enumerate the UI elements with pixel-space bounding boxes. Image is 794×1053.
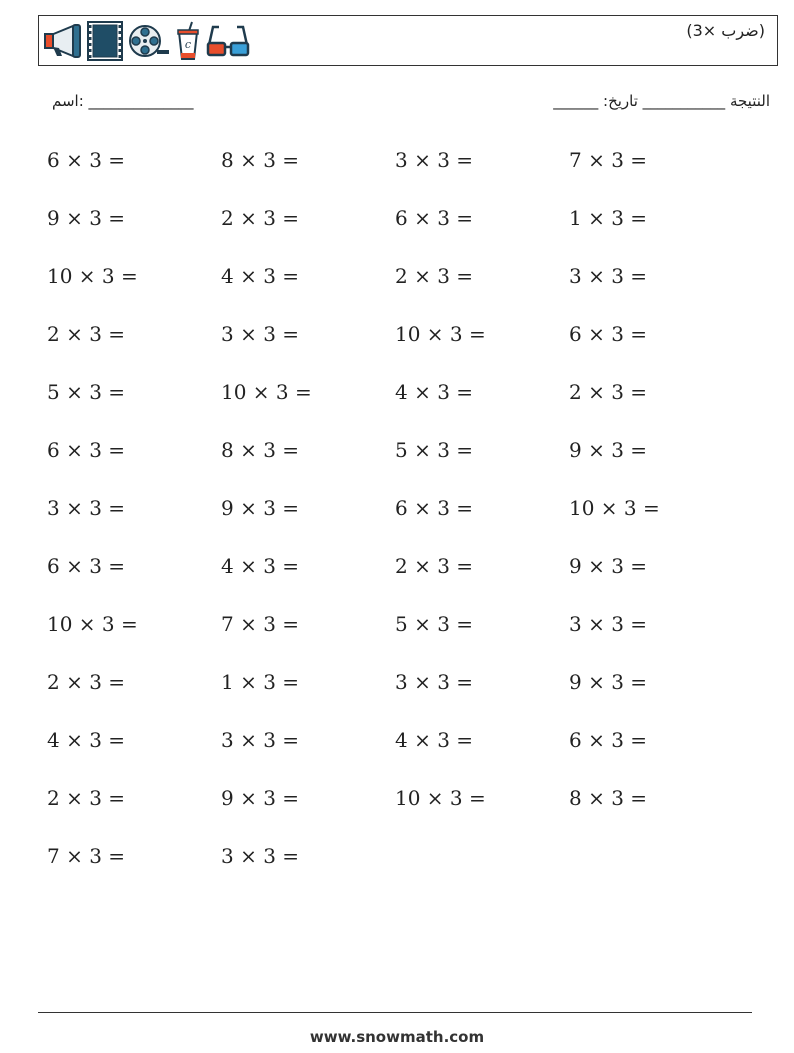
worksheet-title: (ضرب ×3) xyxy=(686,21,765,40)
problem-item: 5 × 3 = xyxy=(395,438,474,462)
problem-item: 4 × 3 = xyxy=(221,554,300,578)
problem-item: 3 × 3 = xyxy=(569,264,648,288)
name-field: اسم: ______________ xyxy=(52,92,194,110)
problem-item: 4 × 3 = xyxy=(395,728,474,752)
header-icons xyxy=(43,20,251,62)
problem-item: 6 × 3 = xyxy=(47,554,126,578)
problem-grid xyxy=(47,145,743,899)
problem-item: 3 × 3 = xyxy=(221,844,300,868)
problem-item: 3 × 3 = xyxy=(569,612,648,636)
footer-divider xyxy=(38,1012,752,1013)
problem-item: 2 × 3 = xyxy=(47,670,126,694)
problem-item: 9 × 3 = xyxy=(569,554,648,578)
problem-item: 10 × 3 = xyxy=(569,496,660,520)
problem-item: 6 × 3 = xyxy=(395,206,474,230)
problem-item: 8 × 3 = xyxy=(569,786,648,810)
problem-item: 10 × 3 = xyxy=(221,380,312,404)
problem-item: 2 × 3 = xyxy=(47,322,126,346)
problem-item: 3 × 3 = xyxy=(47,496,126,520)
problem-item: 7 × 3 = xyxy=(221,612,300,636)
3d-glasses-icon xyxy=(205,23,251,59)
problem-item: 10 × 3 = xyxy=(47,264,138,288)
problem-item: 9 × 3 = xyxy=(221,496,300,520)
score-date-field: النتيجة ___________ تاريخ: ______ xyxy=(553,92,770,110)
problem-item: 2 × 3 = xyxy=(47,786,126,810)
problem-item: 4 × 3 = xyxy=(47,728,126,752)
problem-item: 5 × 3 = xyxy=(47,380,126,404)
problem-item: 6 × 3 = xyxy=(569,322,648,346)
problem-item: 3 × 3 = xyxy=(221,322,300,346)
problem-item: 8 × 3 = xyxy=(221,148,300,172)
problem-item: 4 × 3 = xyxy=(395,380,474,404)
problem-item: 9 × 3 = xyxy=(569,438,648,462)
svg-text:c: c xyxy=(184,38,192,51)
problem-item: 2 × 3 = xyxy=(395,554,474,578)
problem-item: 9 × 3 = xyxy=(47,206,126,230)
problem-item: 1 × 3 = xyxy=(221,670,300,694)
problem-item: 9 × 3 = xyxy=(569,670,648,694)
problem-item: 5 × 3 = xyxy=(395,612,474,636)
problem-item: 10 × 3 = xyxy=(395,786,486,810)
problem-item: 7 × 3 = xyxy=(47,844,126,868)
problem-item: 3 × 3 = xyxy=(221,728,300,752)
problem-item: 10 × 3 = xyxy=(395,322,486,346)
worksheet-header xyxy=(38,15,778,66)
problem-item: 1 × 3 = xyxy=(569,206,648,230)
problem-item: 9 × 3 = xyxy=(221,786,300,810)
problem-item: 10 × 3 = xyxy=(47,612,138,636)
problem-item: 6 × 3 = xyxy=(569,728,648,752)
problem-item: 2 × 3 = xyxy=(395,264,474,288)
soda-cup-icon xyxy=(175,21,201,61)
problem-item: 3 × 3 = xyxy=(395,670,474,694)
film-frame-icon xyxy=(87,21,123,61)
problem-item: 4 × 3 = xyxy=(221,264,300,288)
problem-item: 7 × 3 = xyxy=(569,148,648,172)
problem-item: 6 × 3 = xyxy=(47,148,126,172)
problem-item: 2 × 3 = xyxy=(569,380,648,404)
problem-item: 3 × 3 = xyxy=(395,148,474,172)
problem-item: 6 × 3 = xyxy=(395,496,474,520)
problem-item: 6 × 3 = xyxy=(47,438,126,462)
footer-url: www.snowmath.com xyxy=(309,1028,485,1046)
megaphone-icon xyxy=(43,23,83,59)
problem-item: 8 × 3 = xyxy=(221,438,300,462)
problem-item: 2 × 3 = xyxy=(221,206,300,230)
film-reel-icon xyxy=(127,23,171,59)
